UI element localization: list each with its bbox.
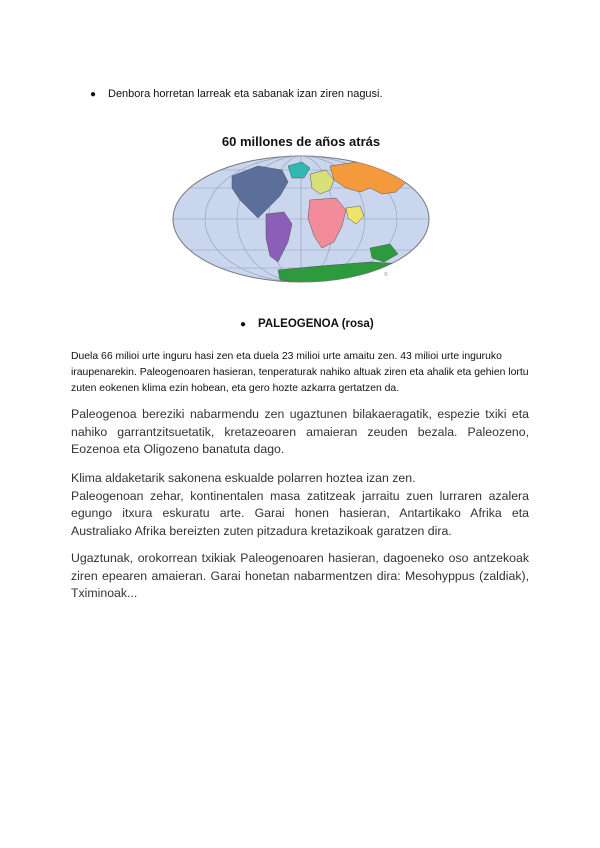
paragraph-climate	[71, 470, 529, 540]
paleomap-figure	[170, 130, 432, 290]
paragraph-intro: Duela 66 milioi urte inguru hasi zen eta duela 23 milioi urte amaitu zen. 43 milioi urte inguruko iraupenarekin. Paleogenoaren hasieran, tenperaturak nahiko altuak ziren eta ahalik eta gehien lortu zuten eokenen klima ezin hobean, eta gero hozte azkarra gertatzen da.	[71, 351, 529, 394]
section-heading: PALEOGENOA (rosa)	[258, 318, 374, 330]
paragraph-continents: Paleogenoan zehar, kontinentalen masa zatitzeak jarraitu zuen lurraren azalera egungo itxura eskuratu arte. Garai honen hasieran, Antartikako Afrika eta Australiako Afrika bereizten zuten pitzadura kretazikoak garatzen dira.	[71, 488, 529, 538]
map-title: 60 millones de años atrás	[221, 134, 381, 149]
paragraph-climate-line: Klima aldaketarik sakonena eskualde polarren hoztea izan zen.	[71, 471, 416, 485]
paragraph-mammals: Ugaztunak, orokorrean txikiak Paleogenoaren hasieran, dagoeneko oso antzekoak ziren epearen amaieran. Garai honetan nabarmentzen dira: Mesohyppus (zaldiak), Tximinoak...	[71, 551, 529, 600]
world-map-image	[170, 152, 432, 290]
bullet-dot-icon: ●	[90, 88, 97, 100]
bullet-dot-icon: ●	[240, 318, 247, 330]
bullet-paleogene-heading	[240, 318, 374, 330]
bullet-grasslands	[90, 88, 383, 100]
bullet-text: Denbora horretan larreak eta sabanak izan ziren nagusi.	[108, 88, 383, 100]
map-watermark: ©	[384, 272, 388, 278]
paragraph-mammals-evolution: Paleogenoa bereziki nabarmendu zen ugaztunen bilakaeragatik, espezie txiki eta nahiko garrantzitsuetatik, kretazeoaren amaieran zeuden bezala. Paleozeno, Eozenoa eta Oligozeno banatuta dago.	[71, 407, 529, 456]
